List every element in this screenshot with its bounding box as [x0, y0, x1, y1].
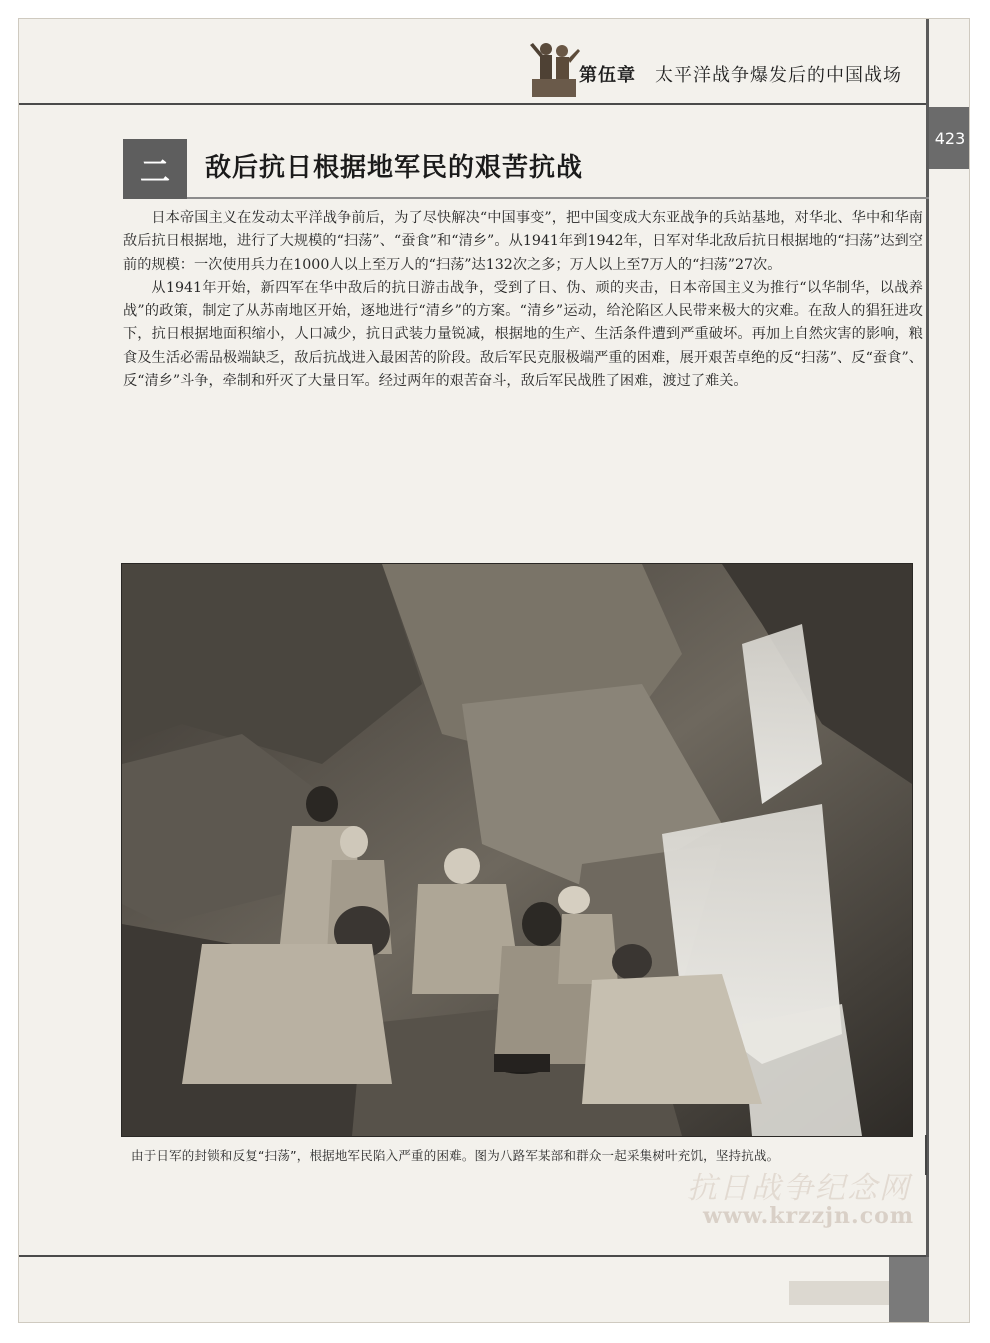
chapter-title: 太平洋战争爆发后的中国战场	[655, 65, 902, 86]
header-divider	[19, 103, 929, 105]
footer-divider	[19, 1255, 926, 1257]
soldiers-statue-icon	[524, 35, 584, 97]
paragraph: 日本帝国主义在发动太平洋战争前后，为了尽快解决“中国事变”，把中国变成大东亚战争的兵站基地，对华北、华中和华南敌后抗日根据地，进行了大规模的“扫荡”、“蚕食”和“清乡”。从1941年到1942年，日军对华北敌后抗日根据地的“扫荡”达到空前的规模：一次使用兵力在1000人以上至万人的“扫荡”达132次之多；万人以上至7万人的“扫荡”27次。	[123, 210, 923, 273]
chapter-label: 第伍章	[579, 65, 636, 86]
historical-photo	[121, 563, 913, 1137]
section-number: 二	[123, 139, 187, 199]
watermark-text: 抗日战争纪念网	[687, 1171, 911, 1206]
body-text	[123, 207, 923, 393]
section-underline	[187, 197, 929, 199]
footer-shade	[789, 1281, 889, 1305]
footer-tab	[889, 1257, 929, 1323]
page-number: 423	[929, 107, 970, 169]
book-page	[18, 18, 970, 1323]
section-title: 敌后抗日根据地军民的艰苦抗战	[205, 153, 584, 183]
watermark-url: www.krzzjn.com	[703, 1203, 915, 1229]
photo-caption: 由于日军的封锁和反复“扫荡”，根据地军民陷入严重的困难。图为八路军某部和群众一起采集树叶充饥，坚持抗战。	[131, 1148, 780, 1163]
paragraph: 从1941年开始，新四军在华中敌后的抗日游击战争，受到了日、伪、顽的夹击，日本帝国主义为推行“以华制华，以战养战”的政策，制定了从苏南地区开始，逐地进行“清乡”的方案。“清乡”运动，给沦陷区人民带来极大的灾难。在敌人的猖狂进攻下，抗日根据地面积缩小，人口减少，抗日武装力量锐减，根据地的生产、生活条件遭到严重破坏。再加上自然灾害的影响，粮食及生活必需品极端缺乏，敌后抗战进入最困苦的阶段。敌后军民克服极端严重的困难，展开艰苦卓绝的反“扫荡”、反“蚕食”、反“清乡”斗争，牵制和歼灭了大量日军。经过两年的艰苦奋斗，敌后军民战胜了困难，渡过了难关。	[123, 279, 923, 390]
margin-divider	[926, 19, 929, 1323]
